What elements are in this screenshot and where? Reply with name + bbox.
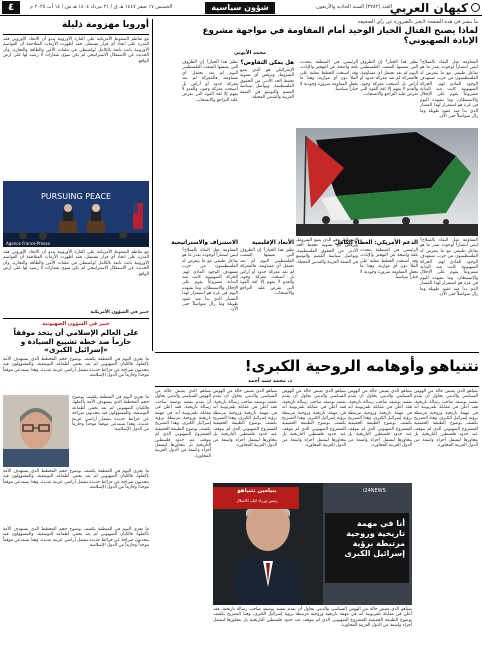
left-article-body-2: مع تعاظم الضغوط الأمريكية على القارة الأوروبية يبدو أن الاتحاد الأوروبي فقد القدرة على اتخاذ أي قرار مستقل، فقد أظهرت الأزمات المتلاحقة أن العواصم الأوروبية باتت تابعة بالكامل لواشنطن في ملفات الأمن والطاقة والتجارة، وأن الحديث عن الاستقلال الاستراتيجي لم يكن سوى شعارات لا رصيد لها على أرض الواقع. — [3, 250, 149, 277]
bottom-article-headline: نتنياهو وأوهامه الروحية الكبرى! — [244, 357, 479, 375]
tv-quote: أنا في مهمة تاريخية وروحية مرتبطة برؤية إسرائيل الكبرى — [344, 519, 405, 558]
left-article-title: أوروبا مهزومة ذليلة — [61, 20, 149, 30]
left-article2-title: على العالم الإسلامي أن يتخذ موقفاً حازماً ضد خطة تشييع السيادة و «إسرائيل الكبرى» — [13, 328, 139, 355]
page-number: ٤ — [2, 1, 20, 14]
left-article2-kicker: خبير في الشؤون الصهيونية — [42, 321, 110, 327]
bottom-col-1: نتنياهو الذي يعيش حالة من الهوس السياسي والديني يحاول أن يقدم نفسه بوصفه صاحب رسالة تاريخية، فقد أعلن في مقابلة تلفزيونية أنه في مهمة تاريخية وروحية مرتبطة برؤية إسرائيل الكبرى، وهذا التصريح يكشف بوضوح الطبيعة الحقيقية للمشروع الصهيوني الذي لم يتوقف عند حدود فلسطين التاريخية بل يتجاوزها ليشمل أجزاء واسعة من الدول العربية المجاورة. — [414, 389, 478, 449]
photo-sign-text: PURSUING PEACE — [40, 192, 112, 201]
globe-logo-icon — [471, 3, 480, 12]
lead-col-7: الرئيسي في المنطقة يتحدث بلغة واضحة عن التهجير والإبادة، وقد أصبحت الخطط معلنة على الملأ دون أي مواربة، وهذا ما يجعل المقاومة ضرورة وجودية لا خياراً سياسياً. — [360, 248, 418, 281]
bottom-col-5: نتنياهو الذي يعيش حالة من الهوس السياسي والديني يحاول أن يقدم نفسه بوصفه صاحب رسالة تاريخية، فقد أعلن في مقابلة تلفزيونية أنه في مهمة تاريخية وروحية مرتبطة برؤية إسرائيل الكبرى، وهذا التصريح يكشف بوضوح الطبيعة الحقيقية للمشروع الصهيوني الذي لم يتوقف عند حدود فلسطين التاريخية بل يتجاوزها ليشمل أجزاء واسعة من الدول العربية المجاورة. — [155, 389, 211, 459]
bottom-article-headline-rule — [155, 386, 479, 387]
left-article2-lead: ما يجري اليوم في المنطقة يكشف بوضوح حجم المخطط الذي يستهدف الأمة بأكملها، فالكيان الصهيوني لم يعد يخفي أطماعه التوسعية، والمسؤولون فيه يتحدثون صراحة عن خرائط جديدة تشمل أراضي عربية عديدة، وهذا يستدعي موقفاً موحداً وحازماً من الدول الإسلامية. — [3, 357, 149, 379]
lead-col-2: نظير هذا الخيار؟ إن الظروف التي يعيشها الشعب الفلسطيني اليوم لم تعد تحتمل أي مساومة، فالمعركة لم تعد معركة حدود أو أراض بل أصبحت معركة وجود، والعدو لا يفهم إلا لغة القوة التي تفرض عليه التراجع والانسحاب. — [360, 60, 418, 98]
bottom-article-top-rule — [155, 352, 479, 353]
left-article2-rule — [3, 318, 149, 319]
left-article2-body-2: ما يجري اليوم في المنطقة يكشف بوضوح حجم المخطط الذي يستهدف الأمة بأكملها، فالكيان الصهيوني لم يعد يخفي أطماعه التوسعية، والمسؤولون فيه يتحدثون صراحة عن خرائط جديدة تشمل أراضي عربية عديدة، وهذا يستدعي موقفاً موحداً وحازماً من الدول الإسلامية. — [3, 469, 149, 491]
left-title-rule — [3, 34, 149, 35]
left-bottom-body: ما يجري اليوم في المنطقة يكشف بوضوح حجم المخطط الذي يستهدف الأمة بأكملها، فالكيان الصهيوني لم يعد يخفي أطماعه التوسعية، والمسؤولون فيه يتحدثون صراحة عن خرائط جديدة تشمل أراضي عربية عديدة، وهذا يستدعي موقفاً موحداً وحازماً من الدول الإسلامية. — [3, 527, 149, 549]
bottom-article-author: د. محمد سيد أحمد — [247, 378, 293, 384]
lead-col-5: نظير هذا الخيار؟ إن الظروف التي يعيشها الشعب الفلسطيني اليوم لم تعد تحتمل أي مساومة، فالمعركة لم تعد معركة حدود أو أراض بل أصبحت معركة وجود، والعدو لا يفهم إلا لغة القوة التي تفرض عليه التراجع والانسحاب. — [182, 60, 238, 103]
masthead-bar — [0, 0, 482, 16]
issue-info: العدد (٣٧٨٢) السنة الحادية والأربعون — [316, 4, 392, 10]
palestine-flag-photo — [296, 128, 478, 236]
tv-caption-name: بنيامين نتنياهو — [237, 488, 277, 494]
dateline: الخميس ١٧ صفر ١٤٤٧ هـ ق / ٢١ مرداد ١٤٠٤ هـ ش / ١٤ آب ٢٠٢٥ م — [30, 4, 173, 10]
left-article-author: خبير في الشؤون الأمريكية — [90, 310, 149, 315]
newspaper-logo: كيهان العربي — [389, 1, 468, 15]
tv-caption-role: رئيس وزراء كيان الاحتلال — [236, 498, 278, 503]
section-label: شؤون سياسية — [205, 2, 275, 14]
author-portrait — [3, 395, 69, 467]
lead-col-9: نظير هذا الخيار؟ إن الظروف التي يعيشها الشعب الفلسطيني اليوم لم تعد تحتمل أي مساومة، فالمعركة لم تعد معركة حدود أو أراض بل أصبحت معركة وجود، والعدو لا يفهم إلا لغة القوة التي تفرض عليه التراجع والانسحاب. — [240, 248, 294, 297]
lead-subhead-3: الأبعاد الإقليمية — [252, 240, 294, 246]
lead-col-3: الرئيسي في المنطقة يتحدث بلغة واضحة عن التهجير والإبادة، وقد أصبحت الخطط معلنة على الملأ دون أي مواربة، وهذا ما يجعل المقاومة ضرورة وجودية لا خياراً سياسياً. — [300, 60, 358, 93]
left-article2-body: ما يجري اليوم في المنطقة يكشف بوضوح حجم المخطط الذي يستهدف الأمة بأكملها، فالكيان الصهيوني لم يعد يخفي أطماعه التوسعية، والمسؤولون فيه يتحدثون صراحة عن خرائط جديدة تشمل أراضي عربية عديدة، وهذا يستدعي موقفاً موحداً وحازماً من الدول الإسلامية. — [72, 395, 149, 433]
lead-col-4: الإسرائيلي هو الذي يضع الشروط، ويرفض أي تسوية تحفظ الحد الأدنى من الحقوق الفلسطينية، ويواصل سياسة القضم والتوسع في الضفة الغربية والقدس المحتلة. — [240, 68, 294, 101]
flag-illustration — [296, 128, 478, 236]
lead-col-6: المقاومة مثل البقاء بالسلاح؟ ليس انتصاراً لوجوده بقدر ما هو تفاعل طبيعي مع ما يتعرض له الفلسطينيون من حرب تستهدف الوجود المادي لهم. الحركة الصهيونية كانت منذ البداية مشروعاً يقوم على الإحلال والاستيطان، وما نشهده اليوم في غزة هو استمرار لهذا المسار الذي بدأ منذ عقود طويلة وما زال متواصلاً حتى الآن. — [420, 238, 478, 298]
portrait-illustration — [3, 395, 69, 467]
press-conference-illustration — [3, 181, 149, 247]
lead-headline: لماذا يصبح القتال الخيار الوحيد أمام المقاومة في مواجهة مشروع الإبادة الصهيوني؟ — [202, 26, 478, 46]
lead-col-10: المقاومة مثل البقاء بالسلاح؟ ليس انتصاراً لوجوده بقدر ما هو تفاعل طبيعي مع ما يتعرض له الفلسطينيون من حرب تستهدف الوجود المادي لهم. الحركة الصهيونية كانت منذ البداية مشروعاً يقوم على الإحلال والاستيطان، وما نشهده اليوم في غزة هو استمرار لهذا المسار الذي بدأ منذ عقود طويلة وما زال متواصلاً حتى الآن. — [182, 248, 238, 313]
tv-channel-logo: i24NEWS — [363, 488, 386, 494]
lead-kicker: ما ينشر في هذه الصفحة لايعبر بالضرورة عن رأي الصحيفة — [357, 19, 478, 25]
lead-col-8: الإسرائيلي هو الذي يضع الشروط، ويرفض أي تسوية تحفظ الحد الأدنى من الحقوق الفلسطينية، ويواصل سياسة القضم والتوسع في الضفة الغربية والقدس المحتلة. — [296, 238, 358, 265]
photo-credit: Agence France-Presse — [6, 241, 50, 246]
bottom-col-4: نتنياهو الذي يعيش حالة من الهوس السياسي والديني يحاول أن يقدم نفسه بوصفه صاحب رسالة تاريخية، فقد أعلن في مقابلة تلفزيونية أنه في مهمة تاريخية وروحية مرتبطة برؤية إسرائيل الكبرى، وهذا التصريح يكشف بوضوح الطبيعة الحقيقية للمشروع الصهيوني الذي لم يتوقف عند حدود فلسطين التاريخية بل يتجاوزها ليشمل أجزاء واسعة من الدول العربية المجاورة. — [213, 389, 277, 449]
pursuing-peace-photo — [3, 181, 149, 247]
lead-author: محمد الأيوبي — [233, 50, 267, 56]
lead-subhead-1: هل يمكن التفاوض؟ — [240, 60, 294, 66]
column-divider — [152, 19, 153, 351]
bottom-col-2: نتنياهو الذي يعيش حالة من الهوس السياسي والديني يحاول أن يقدم نفسه بوصفه صاحب رسالة تاريخية، فقد أعلن في مقابلة تلفزيونية أنه في مهمة تاريخية وروحية مرتبطة برؤية إسرائيل الكبرى، وهذا التصريح يكشف بوضوح الطبيعة الحقيقية للمشروع الصهيوني الذي لم يتوقف عند حدود فلسطين التاريخية بل يتجاوزها ليشمل أجزاء واسعة من الدول العربية المجاورة. — [348, 389, 412, 449]
bottom-body-under-photo: نتنياهو الذي يعيش حالة من الهوس السياسي والديني يحاول أن يقدم نفسه بوصفه صاحب رسالة تاريخية، فقد أعلن في مقابلة تلفزيونية أنه في مهمة تاريخية وروحية مرتبطة برؤية إسرائيل الكبرى، وهذا التصريح يكشف بوضوح الطبيعة الحقيقية للمشروع الصهيوني الذي لم يتوقف عند حدود فلسطين التاريخية بل يتجاوزها ليشمل أجزاء واسعة من الدول العربية المجاورة. — [213, 607, 412, 629]
lead-col-1: المقاومة مثل البقاء بالسلاح؟ ليس انتصاراً لوجوده بقدر ما هو تفاعل طبيعي مع ما يتعرض له الفلسطينيون من حرب تستهدف الوجود المادي لهم. الحركة الصهيونية كانت منذ البداية مشروعاً يقوم على الإحلال والاستيطان، وما نشهده اليوم في غزة هو استمرار لهذا المسار الذي بدأ منذ عقود طويلة وما زال متواصلاً حتى الآن. — [420, 60, 478, 120]
bottom-col-3: نتنياهو الذي يعيش حالة من الهوس السياسي والديني يحاول أن يقدم نفسه بوصفه صاحب رسالة تاريخية، فقد أعلن في مقابلة تلفزيونية أنه في مهمة تاريخية وروحية مرتبطة برؤية إسرائيل الكبرى، وهذا التصريح يكشف بوضوح الطبيعة الحقيقية للمشروع الصهيوني الذي لم يتوقف عند حدود فلسطين التاريخية بل يتجاوزها ليشمل أجزاء واسعة من الدول العربية المجاورة. — [282, 389, 346, 449]
left-article-body: مع تعاظم الضغوط الأمريكية على القارة الأوروبية يبدو أن الاتحاد الأوروبي فقد القدرة على اتخاذ أي قرار مستقل، فقد أظهرت الأزمات المتلاحقة أن العواصم الأوروبية باتت تابعة بالكامل لواشنطن في ملفات الأمن والطاقة والتجارة، وأن الحديث عن الاستقلال الاستراتيجي لم يكن سوى شعارات لا رصيد لها على أرض الواقع. — [3, 37, 149, 64]
lead-subhead-2: الدعم الأمريكي: الغطاء الكامل — [335, 240, 418, 246]
lead-subhead-4: الاستنزاف والاستراتيجية — [171, 240, 238, 246]
netanyahu-tv-still — [213, 483, 412, 605]
